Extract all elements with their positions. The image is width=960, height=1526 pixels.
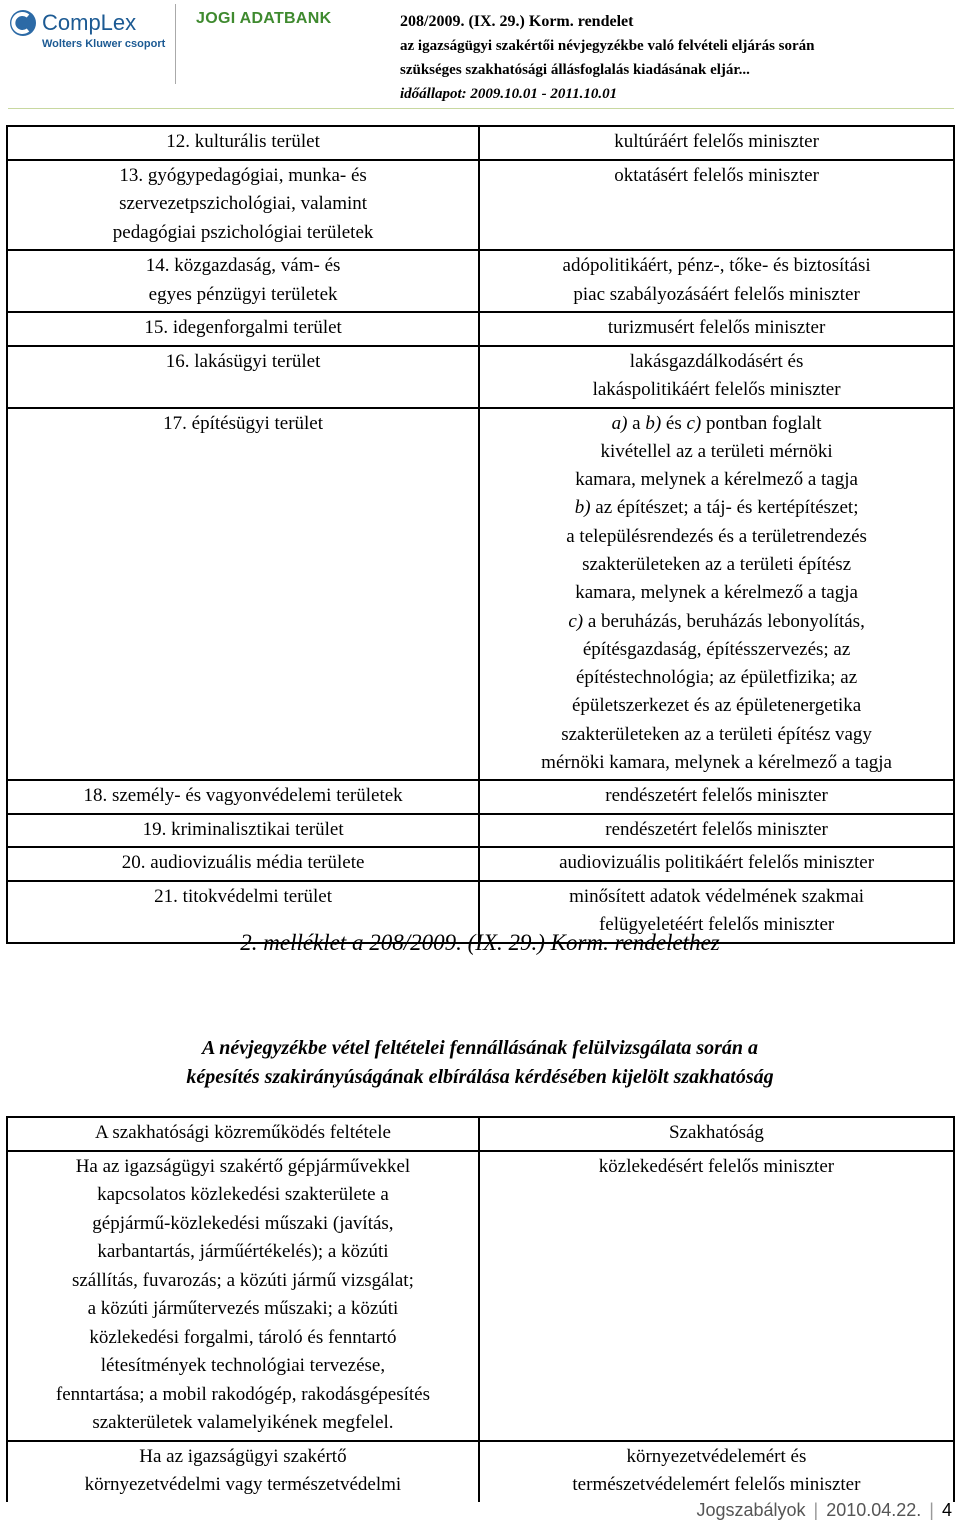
page-header [0,0,960,110]
row17-label-c: c) [686,412,702,434]
row17-b-item: b) [574,497,591,519]
authority-cell: turizmusért felelős miniszter [479,312,954,346]
authority-cell: lakásgazdálkodásért és lakáspolitikáért felelős miniszter [479,346,954,408]
authority-cell: rendészetért felelős miniszter [479,780,954,814]
header-divider [175,4,176,84]
row17-c-item: c) [568,610,584,632]
header-rule [8,108,954,109]
condition-cell: Ha az igazságügyi szakértő környezetvédelmi vagy természetvédelmi [7,1441,479,1502]
area-cell: 17. építésügyi terület [7,408,479,781]
footer-date: 2010.04.22. [826,1500,922,1520]
doc-subtitle-line-2: szükséges szakhatósági állásfoglalás kiadásának eljár... [400,62,750,78]
area-cell: 21. titokvédelmi terület [7,881,479,943]
doc-subtitle-line-1: az igazságügyi szakértői névjegyzékbe való felvételi eljárás során [400,38,815,54]
authority-cell: környezetvédelemért és természetvédelemért felelős miniszter [479,1441,954,1502]
logo-subtitle: Wolters Kluwer csoport [42,38,166,50]
row17-label-b: b) [645,412,662,434]
row17-a-mid: a [627,412,646,434]
annex-subtitle: A névjegyzékbe vétel feltételei fennállásának felülvizsgálata során a képesítés szakirányúságának elbírálása kérdésében kijelölt szakhatóság [186,1037,774,1088]
page-number: 4 [941,1500,952,1520]
table-header-row [7,1117,954,1151]
authority-cell: közlekedésért felelős miniszter [479,1151,954,1441]
table-row [7,160,954,251]
area-cell: 19. kriminalisztikai terület [7,814,479,848]
area-cell: 14. közgazdaság, vám- és egyes pénzügyi területek [7,250,479,312]
row17-c-text: a beruházás, beruházás lebonyolítás, építésgazdaság, építésszervezés; az építéstechnológia; az épületfizika; az épületszerkezet és az épületenergetika szakterületeken az a területi építész vagy mérnöki kamara, melynek a kérelmező a tagja [541,610,892,774]
table-row [7,814,954,848]
complex-logo-icon [8,8,38,38]
header-condition: A szakhatósági közreműködés feltétele [7,1117,479,1151]
logo-brand: CompLex [42,10,137,35]
authority-cell: audiovizuális politikáért felelős miniszter [479,847,954,881]
table-row [7,346,954,408]
area-cell: 18. személy- és vagyonvédelemi területek [7,780,479,814]
authority-table [6,125,955,944]
table-row [7,1151,954,1441]
authority-cell: minősített adatok védelmének szakmai felügyeletéért felelős miniszter [479,881,954,943]
jogi-adatbank-logo: JOGI ADATBANK [196,10,332,27]
page-footer [696,1500,952,1521]
row17-a-text-1: pontban foglalt [701,412,822,434]
table-row [7,250,954,312]
row17-b-text: az építészet; a táj- és kertépítészet; a településrendezés és a területrendezés szakterületeken az a területi építész kamara, melynek a kérelmező a tagja [566,497,867,604]
table-row [7,847,954,881]
footer-source: Jogszabályok [696,1500,806,1520]
authority-cell [479,408,954,781]
table-row [7,408,954,781]
annex-title: 2. melléklet a 208/2009. (IX. 29.) Korm. rendelethez [240,930,720,955]
row17-a-text-2: kivétellel az a területi mérnöki kamara, melynek a kérelmező a tagja [575,440,858,491]
header-authority: Szakhatóság [479,1117,954,1151]
condition-cell: Ha az igazságügyi szakértő gépjárművekkel kapcsolatos közlekedési szakterülete a gépjármű-közlekedési műszaki (javítás, karbantartás, járműértékelés); a közúti szállítás, fuvarozás; a közúti jármű vizsgálat; a közúti járműtervezés műszaki; a közúti közlekedési forgalmi, tároló és fenntartó létesítmények technológiai tervezése, fenntartása; a mobil rakodógép, rakodásgépesítés szakterületek valamelyikének megfelel. [7,1151,479,1441]
qualification-authority-table [6,1116,955,1502]
area-cell: 20. audiovizuális média területe [7,847,479,881]
table-row [7,126,954,160]
footer-separator: | [813,1500,819,1520]
validity-period: időállapot: 2009.10.01 - 2011.10.01 [400,86,618,102]
table-row [7,312,954,346]
authority-cell: kultúráért felelős miniszter [479,126,954,160]
authority-cell: adópolitikáért, pénz-, tőke- és biztosítási piac szabályozásáért felelős miniszter [479,250,954,312]
row17-and: és [661,412,687,434]
table-row [7,1441,954,1502]
header-doc-info [400,10,815,106]
authority-cell: rendészetért felelős miniszter [479,814,954,848]
authority-cell: oktatásért felelős miniszter [479,160,954,251]
table-row [7,780,954,814]
area-cell: 16. lakásügyi terület [7,346,479,408]
doc-title: 208/2009. (IX. 29.) Korm. rendelet [400,13,634,30]
area-cell: 12. kulturális terület [7,126,479,160]
area-cell: 13. gyógypedagógiai, munka- és szervezetpszichológiai, valamint pedagógiai pszichológiai területek [7,160,479,251]
footer-separator: | [929,1500,934,1520]
row17-label-a: a) [611,412,628,434]
area-cell: 15. idegenforgalmi terület [7,312,479,346]
